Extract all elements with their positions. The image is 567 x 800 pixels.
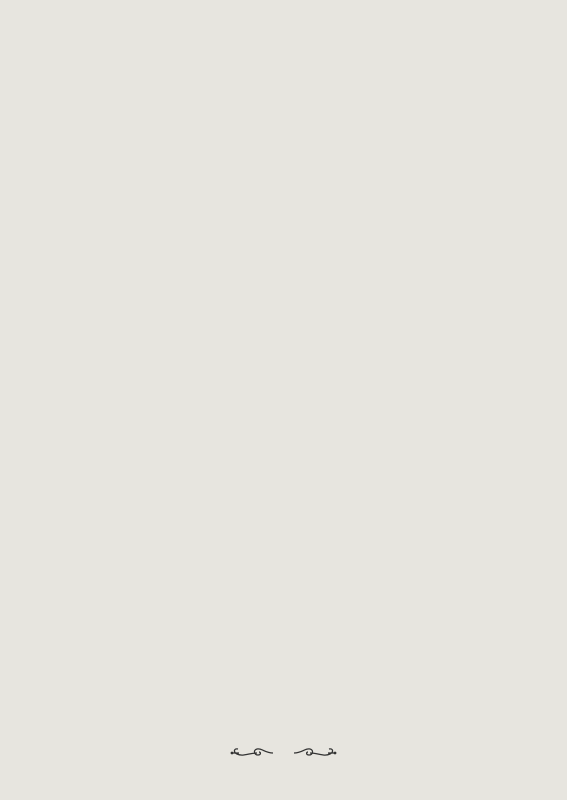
page-footer [0, 744, 567, 765]
bleed-through-text [190, 0, 567, 92]
left-ornament-icon [229, 745, 275, 765]
right-ornament-icon [292, 745, 338, 765]
